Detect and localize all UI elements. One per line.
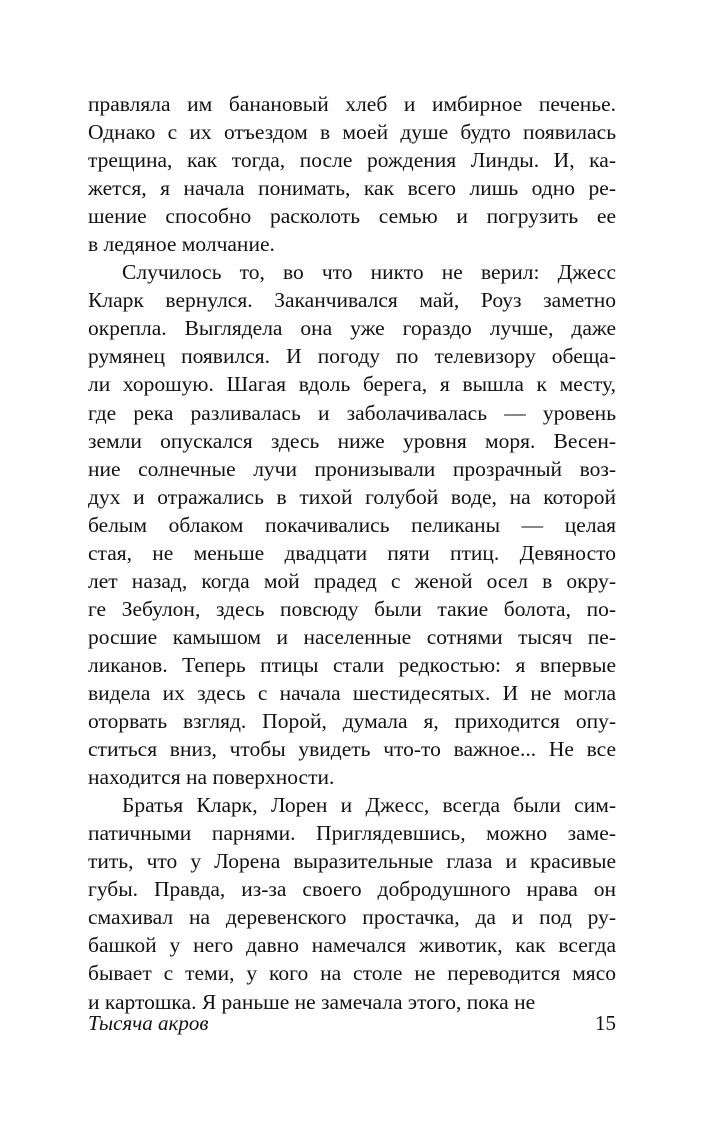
text-line: ге Зебулон, здесь повсюду были такие болота, по- bbox=[88, 596, 616, 621]
text-line: жется, я начала понимать, как всего лишь одно ре- bbox=[88, 176, 616, 201]
body-text bbox=[88, 90, 616, 1016]
paragraph bbox=[88, 791, 616, 1015]
text-line: румянец появился. И погоду по телевизору обеща- bbox=[88, 344, 616, 369]
text-line: бывает с теми, у кого на столе не переводится мясо bbox=[88, 961, 616, 986]
text-line: ститься вниз, чтобы увидеть что-то важное... Не все bbox=[88, 737, 616, 762]
text-line: росшие камышом и населенные сотнями тысяч пе- bbox=[88, 624, 616, 649]
text-line: белым облаком покачивались пеликаны — целая bbox=[88, 512, 616, 537]
text-line: и картошка. Я раньше не замечала этого, пока не bbox=[88, 989, 536, 1014]
text-line: башкой у него давно намечался животик, как всегда bbox=[88, 933, 616, 958]
text-line: Случилось то, во что никто не верил: Джесс bbox=[122, 260, 616, 285]
page-number: 15 bbox=[595, 1011, 616, 1035]
text-line: ликанов. Теперь птицы стали редкостью: я впервые bbox=[88, 652, 616, 677]
text-line: губы. Правда, из-за своего добродушного нрава он bbox=[88, 877, 616, 902]
paragraph bbox=[88, 90, 616, 258]
paragraph bbox=[88, 258, 616, 791]
page-footer bbox=[88, 1008, 616, 1038]
text-line: ли хорошую. Шагая вдоль берега, я вышла к месту, bbox=[88, 372, 616, 397]
text-line: патичными парнями. Приглядевшись, можно заме- bbox=[88, 821, 616, 846]
text-line: земли опускался здесь ниже уровня моря. Весен- bbox=[88, 428, 616, 453]
text-line: находится на поверхности. bbox=[88, 765, 335, 790]
text-line: где река разливалась и заболачивалась — уровень bbox=[88, 400, 616, 425]
text-line: стая, не меньше двадцати пяти птиц. Девяносто bbox=[88, 540, 616, 565]
text-line: дух и отражались в тихой голубой воде, на которой bbox=[88, 484, 616, 509]
text-line: тить, что у Лорена выразительные глаза и красивые bbox=[88, 849, 616, 874]
text-line: трещина, как тогда, после рождения Линды. И, ка- bbox=[88, 148, 616, 173]
text-line: смахивал на деревенского простачка, да и под ру- bbox=[88, 905, 616, 930]
text-line: шение способно расколоть семью и погрузить ее bbox=[88, 204, 616, 229]
text-line: окрепла. Выглядела она уже гораздо лучше, даже bbox=[88, 316, 616, 341]
text-line: Однако с их отъездом в моей душе будто появилась bbox=[88, 120, 616, 145]
running-title: Тысяча акров bbox=[88, 1011, 209, 1035]
text-line: ние солнечные лучи пронизывали прозрачный воз- bbox=[88, 456, 616, 481]
text-line: видела их здесь с начала шестидесятых. И не могла bbox=[88, 680, 616, 705]
text-line: оторвать взгляд. Порой, думала я, приходится опу- bbox=[88, 709, 616, 734]
text-line: в ледяное молчание. bbox=[88, 232, 275, 257]
text-line: Братья Кларк, Лорен и Джесс, всегда были сим- bbox=[122, 793, 616, 818]
text-line: лет назад, когда мой прадед с женой осел в окру- bbox=[88, 568, 616, 593]
text-line: правляла им банановый хлеб и имбирное печенье. bbox=[88, 92, 616, 116]
text-line: Кларк вернулся. Заканчивался май, Роуз заметно bbox=[88, 288, 616, 313]
